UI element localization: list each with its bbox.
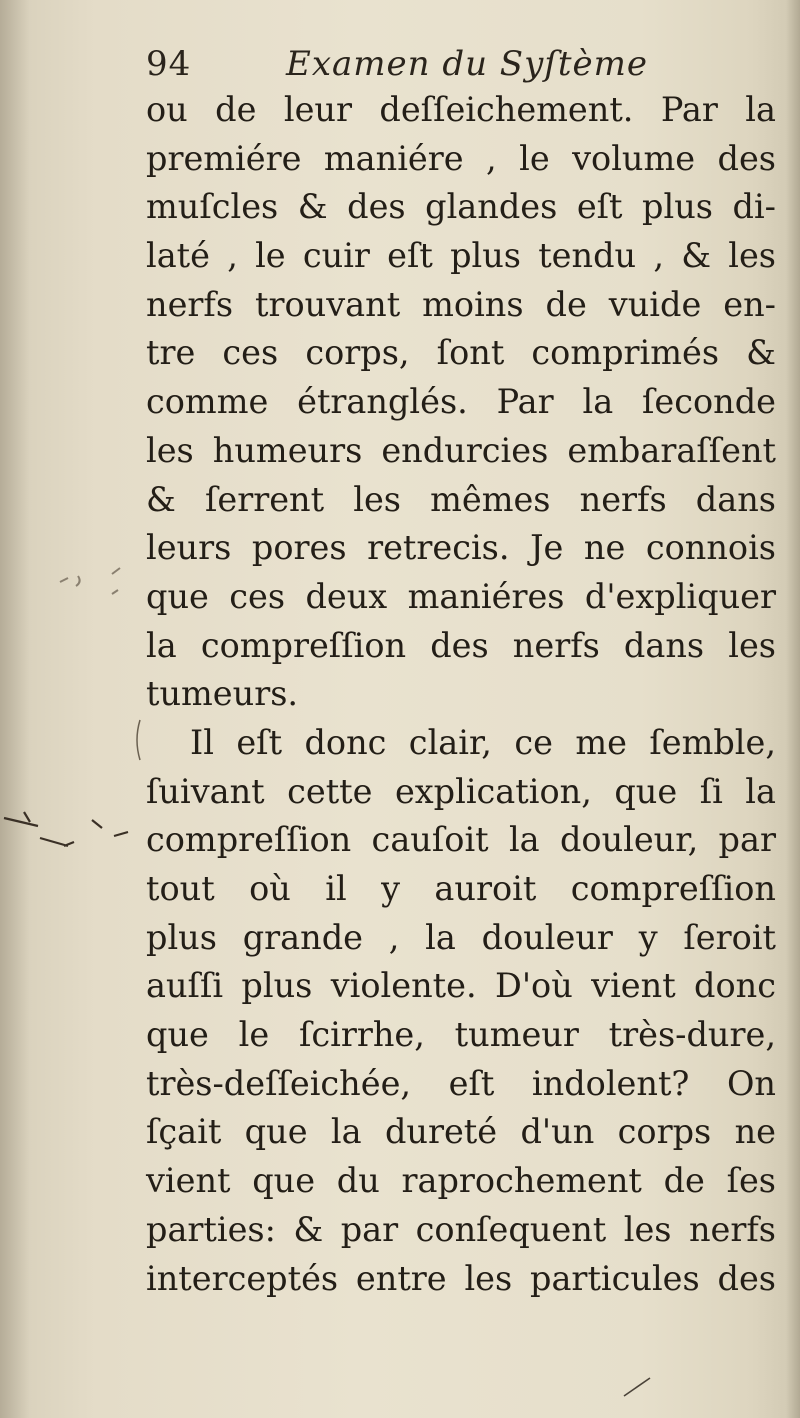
text-line: tumeurs. bbox=[146, 674, 299, 714]
text-line: la compreſſion des nerfs dans les bbox=[146, 625, 776, 665]
text-line: auſſi plus violente. D'où vient donc bbox=[146, 966, 776, 1006]
text-line: nerfs trouvant moins de vuide en- bbox=[146, 284, 776, 324]
text-line: plus grande , la douleur y ſeroit bbox=[146, 917, 776, 957]
page-edge-shadow bbox=[786, 0, 800, 1418]
body-text bbox=[146, 86, 776, 1303]
page-gutter-shadow bbox=[0, 0, 30, 1418]
text-line: tout où il y auroit compreſſion bbox=[146, 869, 776, 908]
text-line: premiére maniére , le volume des bbox=[146, 138, 776, 178]
text-line: muſcles & des glandes eſt plus di- bbox=[146, 187, 776, 227]
text-line: les humeurs endurcies embaraſſent bbox=[146, 430, 776, 470]
running-title: Examen du Syſtème bbox=[286, 44, 649, 84]
text-line: que ces deux maniéres d'expliquer bbox=[146, 576, 776, 616]
text-line: que le ſcirrhe, tumeur très-dure, bbox=[146, 1015, 776, 1055]
text-line: tre ces corps, ſont comprimés & bbox=[146, 333, 776, 373]
text-line: leurs pores retrecis. Je ne connois bbox=[146, 528, 776, 568]
text-line: très-deſſeichée, eſt indolent? On bbox=[146, 1063, 776, 1103]
text-line: ou de leur deſſeichement. Par la bbox=[146, 90, 776, 129]
text-line: compreſſion cauſoit la douleur, par bbox=[146, 820, 776, 860]
text-line: Il eſt donc clair, ce me ſemble, bbox=[190, 722, 776, 762]
text-line: laté , le cuir eſt plus tendu , & les bbox=[146, 236, 776, 276]
text-line: comme étranglés. Par la ſeconde bbox=[146, 382, 776, 422]
text-line: ſçait que la dureté d'un corps ne bbox=[146, 1112, 776, 1152]
page-number: 94 bbox=[146, 44, 192, 84]
text-line: ſuivant cette explication, que ſi la bbox=[146, 771, 776, 811]
pencil-tick-mark bbox=[620, 1372, 660, 1402]
text-line: parties: & par conſequent les nerfs bbox=[146, 1209, 776, 1249]
text-line: vient que du raprochement de ſes bbox=[146, 1161, 776, 1201]
text-line: & ſerrent les mêmes nerfs dans bbox=[146, 479, 776, 519]
text-line: interceptés entre les particules des bbox=[146, 1258, 776, 1298]
